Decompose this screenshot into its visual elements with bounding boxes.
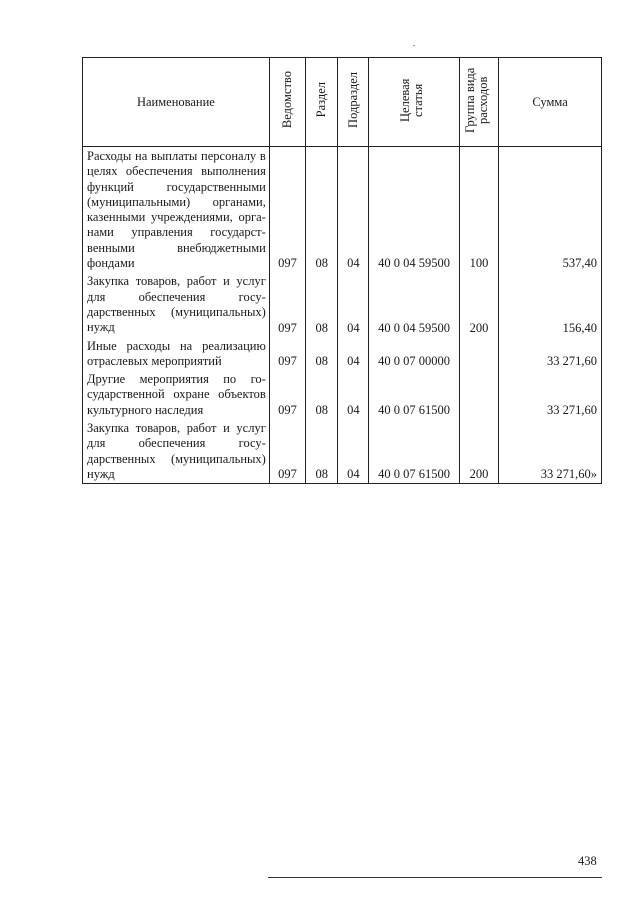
- header-vedomstvo: Ведомство: [269, 58, 305, 147]
- row-razdel: 08: [306, 337, 338, 371]
- row-summa: 33 271,60: [499, 370, 602, 419]
- budget-table: [82, 57, 602, 484]
- row-vedomstvo: 097: [269, 272, 305, 336]
- row-razdel: 08: [306, 370, 338, 419]
- row-celevaya-statya: 40 0 04 59500: [369, 147, 459, 273]
- header-gruppa-vida-raskhodov: Группа вида расходов: [459, 58, 498, 147]
- row-vedomstvo: 097: [269, 419, 305, 484]
- row-summa: 33 271,60: [499, 337, 602, 371]
- row-gruppa: [459, 370, 498, 419]
- row-vedomstvo: 097: [269, 147, 305, 273]
- row-name: Расходы на выплаты персоналу в целях обеспечения выполнения функций государственными (муниципальными) органами, казенными учреждениями, органами управления государственными внебюджетными фондами: [83, 147, 270, 273]
- row-name: Закупка товаров, работ и услуг для обеспечения государственных (муниципальных) нужд: [83, 419, 270, 484]
- table-row: [83, 419, 602, 484]
- row-gruppa: 200: [459, 419, 498, 484]
- scan-speck: [413, 45, 415, 46]
- row-name: Другие мероприятия по государственной охране объектов культурного наследия: [83, 370, 270, 419]
- footer-rule: [268, 877, 602, 878]
- row-summa: 156,40: [499, 272, 602, 336]
- row-podrazdel: 04: [338, 419, 369, 484]
- row-vedomstvo: 097: [269, 337, 305, 371]
- row-name: Иные расходы на реализацию отраслевых мероприятий: [83, 337, 270, 371]
- header-celevaya-statya: Целевая статья: [369, 58, 459, 147]
- row-razdel: 08: [306, 147, 338, 273]
- row-gruppa: [459, 337, 498, 371]
- row-podrazdel: 04: [338, 147, 369, 273]
- row-celevaya-statya: 40 0 07 61500: [369, 370, 459, 419]
- table-row: [83, 147, 602, 273]
- row-gruppa: 100: [459, 147, 498, 273]
- row-summa: 33 271,60»: [499, 419, 602, 484]
- row-name: Закупка товаров, работ и услуг для обеспечения государственных (муниципальных) нужд: [83, 272, 270, 336]
- table-header-row: [83, 58, 602, 147]
- table-row: [83, 370, 602, 419]
- row-celevaya-statya: 40 0 07 61500: [369, 419, 459, 484]
- row-razdel: 08: [306, 419, 338, 484]
- header-podrazdel: Подраздел: [338, 58, 369, 147]
- header-razdel: Раздел: [306, 58, 338, 147]
- row-summa: 537,40: [499, 147, 602, 273]
- row-vedomstvo: 097: [269, 370, 305, 419]
- row-celevaya-statya: 40 0 07 00000: [369, 337, 459, 371]
- row-podrazdel: 04: [338, 272, 369, 336]
- row-podrazdel: 04: [338, 337, 369, 371]
- row-podrazdel: 04: [338, 370, 369, 419]
- row-razdel: 08: [306, 272, 338, 336]
- row-gruppa: 200: [459, 272, 498, 336]
- page-number: 438: [578, 854, 597, 868]
- table-row: [83, 272, 602, 336]
- header-summa: Сумма: [499, 58, 602, 147]
- table-row: [83, 337, 602, 371]
- row-celevaya-statya: 40 0 04 59500: [369, 272, 459, 336]
- header-name: Наименование: [83, 58, 270, 147]
